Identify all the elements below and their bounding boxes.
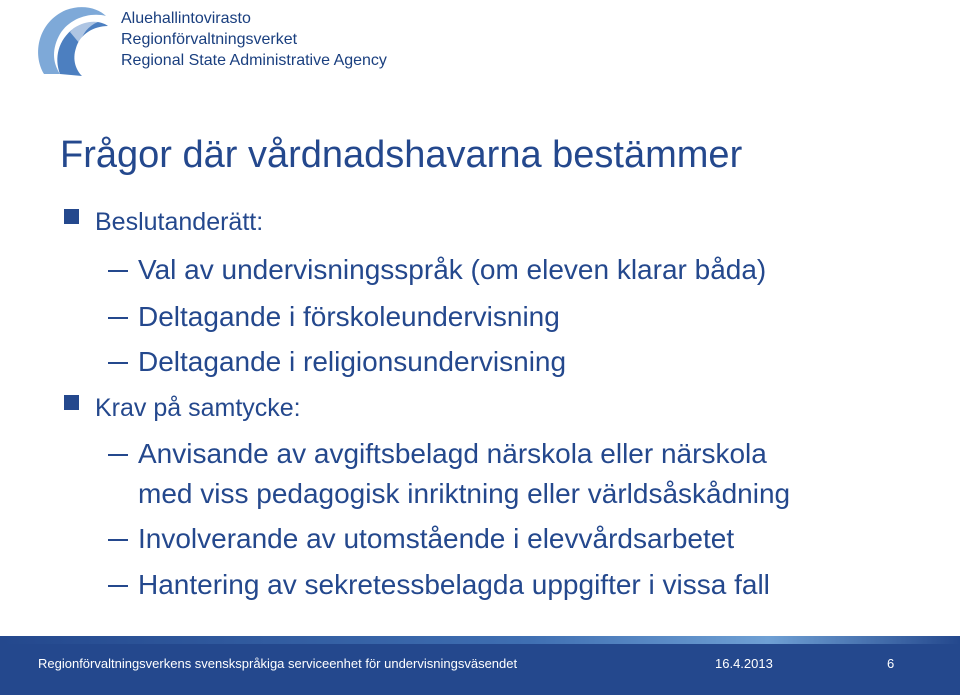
dash-bullet-icon bbox=[108, 539, 128, 541]
dash-bullet-icon bbox=[108, 454, 128, 456]
sub-bullet-item bbox=[138, 248, 766, 292]
sub-bullet-text: Hantering av sekretessbelagda uppgifter i vissa fall bbox=[138, 569, 770, 600]
agency-logo-icon bbox=[30, 4, 110, 78]
bullet-item bbox=[95, 200, 263, 244]
sub-bullet-text: Deltagande i förskoleundervisning bbox=[138, 301, 560, 332]
sub-bullet-text: Deltagande i religionsundervisning bbox=[138, 346, 567, 377]
sub-bullet-text: Anvisande av avgiftsbelagd närskola eller närskola bbox=[138, 438, 767, 469]
bullet-text: Beslutanderätt: bbox=[95, 208, 264, 236]
dash-bullet-icon bbox=[108, 585, 128, 587]
org-name-english: Regional State Administrative Agency bbox=[121, 52, 387, 69]
page-number: 6 bbox=[887, 656, 895, 671]
footer-bar bbox=[0, 636, 960, 695]
sub-bullet-item bbox=[138, 563, 770, 607]
sub-bullet-item bbox=[138, 295, 560, 339]
square-bullet-icon bbox=[64, 395, 79, 410]
sub-bullet-text: Involverande av utomstående i elevvårdsarbetet bbox=[138, 523, 735, 554]
sub-bullet-item bbox=[138, 517, 734, 561]
footer-date: 16.4.2013 bbox=[715, 656, 773, 671]
org-name-swedish: Regionförvaltningsverket bbox=[121, 31, 298, 48]
slide-title: Frågor där vårdnadshavarna bestämmer bbox=[60, 134, 743, 176]
dash-bullet-icon bbox=[108, 362, 128, 364]
organization-name-block bbox=[121, 8, 387, 71]
sub-bullet-item bbox=[138, 432, 767, 476]
bullet-text: Krav på samtycke: bbox=[95, 394, 301, 422]
sub-bullet-text: med viss pedagogisk inriktning eller världsåskådning bbox=[138, 478, 791, 509]
footer-gradient-band bbox=[0, 636, 960, 644]
dash-bullet-icon bbox=[108, 270, 128, 272]
square-bullet-icon bbox=[64, 209, 79, 224]
org-name-finnish: Aluehallintovirasto bbox=[121, 10, 251, 27]
sub-bullet-item bbox=[138, 340, 566, 384]
footer-department: Regionförvaltningsverkens svenskspråkiga serviceenhet för undervisningsväsendet bbox=[38, 656, 518, 671]
dash-bullet-icon bbox=[108, 317, 128, 319]
sub-bullet-continuation bbox=[138, 472, 790, 516]
bullet-item bbox=[95, 386, 301, 430]
sub-bullet-text: Val av undervisningsspråk (om eleven klarar båda) bbox=[138, 254, 767, 285]
